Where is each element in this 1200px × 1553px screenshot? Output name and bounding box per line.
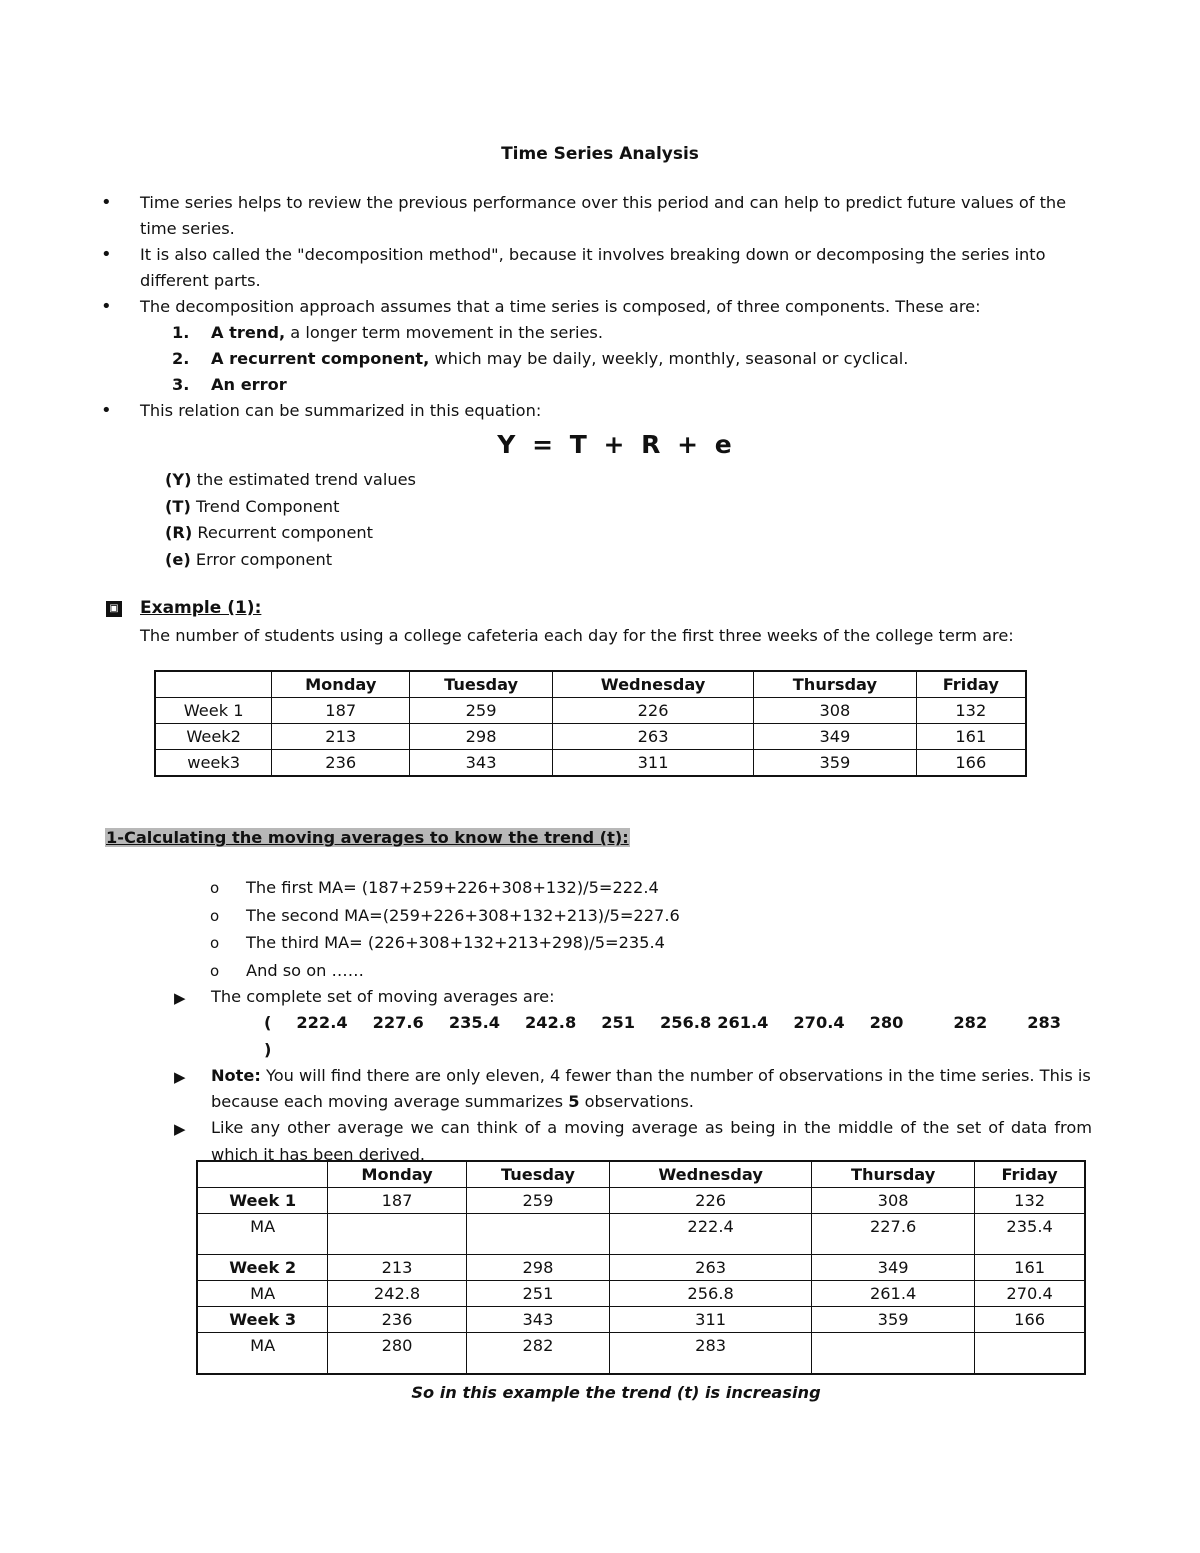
note-text: You will find there are only eleven, 4 fewer than the number of observations in the time series. This is because each moving average summarizes <box>211 1065 1091 1112</box>
ma-value: 251 <box>601 1013 636 1033</box>
table-cell: 308 <box>812 1188 975 1214</box>
table-cell: 213 <box>328 1255 466 1281</box>
ma-step-text: The second MA=(259+226+308+132+213)/5=227.6 <box>246 905 680 925</box>
table-row <box>155 724 1026 750</box>
table-cell: 187 <box>272 698 410 724</box>
attendance-table <box>154 670 1027 777</box>
ma-value: 242.8 <box>525 1013 577 1033</box>
definition-text: Error component <box>190 549 333 569</box>
table-row <box>197 1307 1085 1333</box>
table-cell: 343 <box>410 750 553 777</box>
table-cell: 308 <box>754 698 917 724</box>
table-row <box>197 1333 1085 1375</box>
table-cell <box>812 1333 975 1375</box>
table-cell: 280 <box>328 1333 466 1375</box>
ma-value: 222.4 <box>296 1013 348 1033</box>
table-cell: 235.4 <box>975 1214 1085 1255</box>
definition-item <box>165 467 416 494</box>
table-header-cell: Tuesday <box>466 1161 609 1188</box>
ma-value: 235.4 <box>448 1013 501 1033</box>
table-cell: 298 <box>410 724 553 750</box>
ma-step <box>210 957 680 985</box>
table-cell: week3 <box>155 750 272 777</box>
table-cell <box>328 1214 466 1255</box>
ma-value: 280 <box>869 1013 904 1033</box>
table-cell: 256.8 <box>610 1281 812 1307</box>
table-cell: 161 <box>975 1255 1085 1281</box>
component-term: A recurrent component, <box>211 349 430 368</box>
row-label: Week 3 <box>197 1307 328 1333</box>
equation: Y = T + R + e <box>497 430 733 459</box>
definition-item <box>165 494 416 521</box>
component-term: A trend, <box>211 323 286 342</box>
table-cell: 132 <box>975 1188 1085 1214</box>
circle-bullet-icon: o <box>210 934 220 952</box>
table-cell: 242.8 <box>328 1281 466 1307</box>
component-number: 1. <box>172 323 190 342</box>
table-cell <box>466 1214 609 1255</box>
table-header-cell: Wednesday <box>553 671 754 698</box>
table-cell: 263 <box>610 1255 812 1281</box>
component-item <box>140 372 1095 398</box>
table-cell: 213 <box>272 724 410 750</box>
ma-value: 283 <box>1027 1013 1062 1033</box>
page-title: Time Series Analysis <box>501 144 699 164</box>
ma-value: 261.4 <box>717 1013 769 1033</box>
component-number: 2. <box>172 349 190 368</box>
table-cell: 311 <box>553 750 754 777</box>
intro-bullet-text: The decomposition approach assumes that a time series is composed, of three components. These are: <box>140 297 981 316</box>
example-text: The number of students using a college cafeteria each day for the first three weeks of the college term are: <box>140 626 1014 645</box>
ma-step <box>210 874 680 902</box>
table-cell: 259 <box>410 698 553 724</box>
component-term: An error <box>211 375 287 394</box>
circle-bullet-icon: o <box>210 906 220 925</box>
intro-bullet: • Time series helps to review the previous performance over this period and can help to predict future values of the time series. <box>140 190 1095 242</box>
ma-value: 227.6 <box>372 1013 424 1033</box>
table-cell: 132 <box>916 698 1026 724</box>
table-header-cell: Thursday <box>754 671 917 698</box>
table-header-cell: Monday <box>328 1161 466 1188</box>
note-item <box>174 984 1092 1063</box>
circle-bullet-icon: o <box>210 879 220 897</box>
arrow-bullet-icon: ▶ <box>174 989 186 1007</box>
ma-step <box>210 902 680 930</box>
table-row <box>155 698 1026 724</box>
note-text: Like any other average we can think of a moving average as being in the middle of the set of data from which it has been derived. <box>211 1118 1092 1164</box>
table-cell <box>975 1333 1085 1375</box>
table-row <box>197 1188 1085 1214</box>
intro-bullet <box>140 294 1095 398</box>
table-cell: 166 <box>975 1307 1085 1333</box>
table-header-cell: Monday <box>272 671 410 698</box>
table-header-row <box>155 671 1026 698</box>
ma-step-text: The third MA= (226+308+132+213+298)/5=235.4 <box>246 933 665 952</box>
table-cell: 226 <box>553 698 754 724</box>
table-header-cell: Tuesday <box>410 671 553 698</box>
table-cell: Week 1 <box>155 698 272 724</box>
row-label: MA <box>197 1214 328 1255</box>
table-header-row <box>197 1161 1085 1188</box>
definition-symbol: (Y) <box>165 470 192 489</box>
table-header-cell: Friday <box>916 671 1026 698</box>
definition-item <box>165 520 416 547</box>
table-cell: 349 <box>812 1255 975 1281</box>
row-label: MA <box>197 1333 328 1375</box>
component-number: 3. <box>172 375 190 394</box>
ma-value: 270.4 <box>793 1013 845 1033</box>
table-header-cell: Friday <box>975 1161 1085 1188</box>
intro-bullet: • This relation can be summarized in this equation: <box>140 398 1095 424</box>
table-row <box>197 1214 1085 1255</box>
table-cell: 349 <box>754 724 917 750</box>
table-cell: 263 <box>553 724 754 750</box>
example-icon: ▣ <box>106 601 122 617</box>
table-header-cell: Wednesday <box>610 1161 812 1188</box>
row-label: Week 2 <box>197 1255 328 1281</box>
ma-step-text: And so on …… <box>246 960 364 980</box>
circle-bullet-icon: o <box>210 961 220 980</box>
paren-close: ) <box>264 1039 272 1059</box>
ma-values-list <box>211 1010 1092 1063</box>
table-cell: 359 <box>754 750 917 777</box>
definition-text: Trend Component <box>190 496 340 516</box>
intro-bullet: • It is also called the "decomposition method", because it involves breaking down or decomposing the series into different parts. <box>140 242 1095 294</box>
ma-step-text: The first MA= (187+259+226+308+132)/5=222.4 <box>246 878 659 897</box>
table-cell: 161 <box>916 724 1026 750</box>
note-item <box>174 1063 1092 1116</box>
table-cell: 259 <box>466 1188 609 1214</box>
table-cell: 187 <box>328 1188 466 1214</box>
definition-text: Recurrent component <box>192 523 374 542</box>
arrow-bullet-icon: ▶ <box>174 1067 186 1086</box>
paren-open: ( <box>264 1013 272 1033</box>
table-cell: 359 <box>812 1307 975 1333</box>
table-cell: 222.4 <box>610 1214 812 1255</box>
table-cell: 227.6 <box>812 1214 975 1255</box>
definition-symbol: (T) <box>165 496 191 516</box>
table-cell: 283 <box>610 1333 812 1375</box>
table-row <box>155 750 1026 777</box>
definition-symbol: (e) <box>165 549 191 569</box>
complete-set-label: The complete set of moving averages are: <box>211 987 555 1006</box>
table-cell: 236 <box>328 1307 466 1333</box>
table-cell: 270.4 <box>975 1281 1085 1307</box>
table-cell: Week2 <box>155 724 272 750</box>
note-label: Note: <box>211 1065 261 1085</box>
example-title: Example (1): <box>140 598 262 618</box>
intro-bullet-list <box>140 190 1095 424</box>
table-cell: 261.4 <box>812 1281 975 1307</box>
table-cell: 282 <box>466 1333 609 1375</box>
component-desc: a longer term movement in the series. <box>285 323 604 342</box>
table-row <box>197 1281 1085 1307</box>
note-end: observations. <box>579 1092 694 1112</box>
ma-value: 282 <box>953 1013 988 1033</box>
row-label: Week 1 <box>197 1188 328 1214</box>
table-cell: 251 <box>466 1281 609 1307</box>
conclusion-text: So in this example the trend (t) is increasing <box>411 1383 821 1402</box>
table-cell: 166 <box>916 750 1026 777</box>
definition-symbol: (R) <box>165 523 193 542</box>
table-row <box>197 1255 1085 1281</box>
row-label: MA <box>197 1281 328 1307</box>
component-item <box>140 320 1095 346</box>
components-list <box>140 320 1095 398</box>
table-cell: 343 <box>466 1307 609 1333</box>
ma-value: 256.8 <box>660 1013 712 1033</box>
component-item <box>140 346 1095 372</box>
table-header-cell: Thursday <box>812 1161 975 1188</box>
ma-steps-list <box>210 874 680 984</box>
moving-average-table <box>196 1160 1086 1375</box>
table-cell: 298 <box>466 1255 609 1281</box>
section-title: 1-Calculating the moving averages to know the trend (t): <box>106 828 629 847</box>
definition-text: the estimated trend values <box>191 470 416 489</box>
table-header-cell <box>197 1161 328 1188</box>
table-cell: 311 <box>610 1307 812 1333</box>
notes-list <box>174 984 1092 1168</box>
arrow-bullet-icon: ▶ <box>174 1120 186 1139</box>
definition-item <box>165 547 416 574</box>
definitions <box>165 467 416 573</box>
component-desc: which may be daily, weekly, monthly, seasonal or cyclical. <box>429 349 909 368</box>
table-header-cell <box>155 671 272 698</box>
note-bold-number: 5 <box>568 1092 580 1112</box>
table-cell: 236 <box>272 750 410 777</box>
table-cell: 226 <box>610 1188 812 1214</box>
ma-step <box>210 929 680 957</box>
